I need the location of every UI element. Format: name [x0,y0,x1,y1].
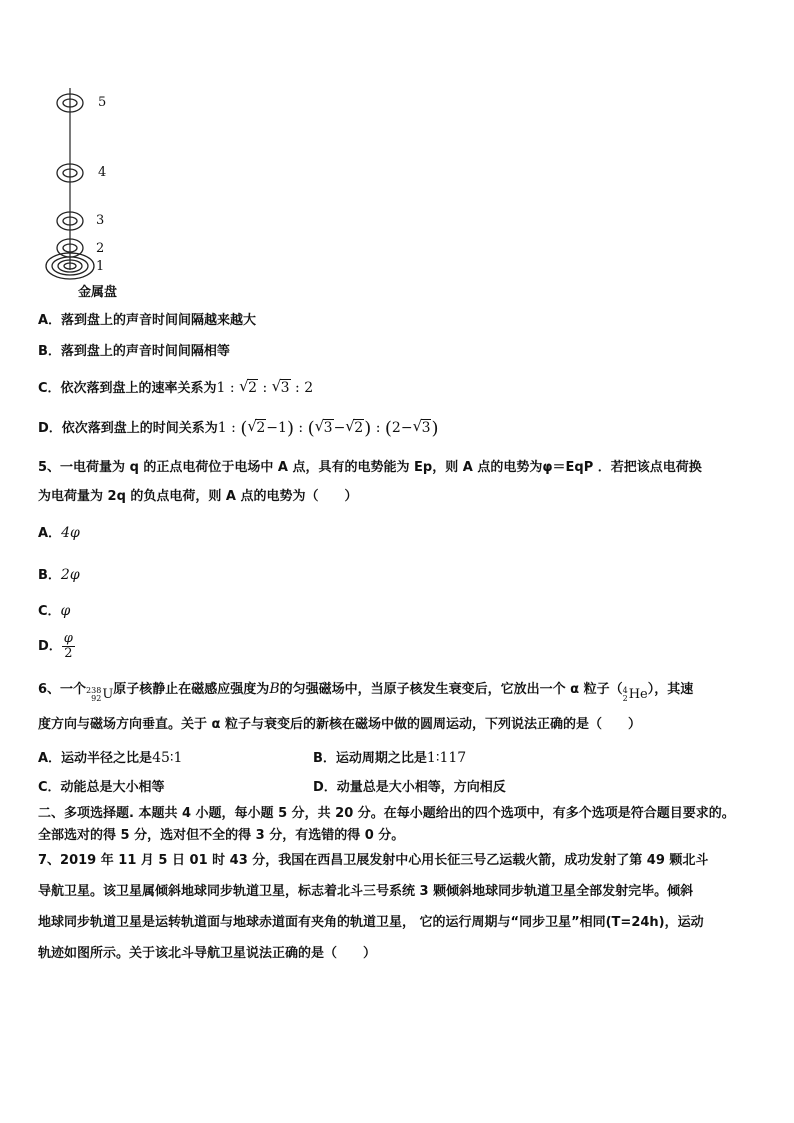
q5-option-d: D． $\frac{\varphi}{2}$ [38,631,73,661]
q7-stem-line4: 轨迹如图所示。关于该北斗导航卫星说法正确的是（ ） [38,946,377,961]
q7-stem-line3: 地球同步轨道卫星是运转轨道面与地球赤道面有夹角的轨道卫星， 它的运行周期与“同步卫星”相同(T=24h)，运动 [38,915,704,930]
q4-option-c-text: C．依次落到盘上的速率关系为 [38,381,217,396]
q4-option-d-text: D．依次落到盘上的时间关系为 [38,421,218,436]
q6-stem-line1: 6、一个 238 92 U 原子核静止在磁感应强度为B的匀强磁场中，当原子核发生衰变后，它放出一个 α 粒子（ 4 2 He ），其速 [38,681,694,703]
section2-heading-line2: 全部选对的得 5 分，选对但不全的得 3 分，有选错的得 0 分。 [38,828,405,843]
ring-label-1: 1 [96,259,105,274]
q7-stem-line1: 7、2019 年 11 月 5 日 01 时 43 分，我国在西昌卫展发射中心用长征三号乙运载火箭，成功发射了第 49 颗北斗 [38,853,709,868]
q5-stem-line1: 5、一电荷量为 q 的正点电荷位于电场中 A 点，具有的电势能为 Ep，则 A 点的电势为φ＝EqP ．若把该点电荷换 [38,460,702,475]
q5-option-b: B．2φ [38,567,80,583]
q6-option-b: B．运动周期之比是1∶117 [313,750,467,766]
q4-option-c [38,380,313,397]
section2-heading-line1: 二、多项选择题. 本题共 4 小题，每小题 5 分，共 20 分。在每小题给出的四个选项中，有多个选项是符合题目要求的。 [38,806,735,821]
q6-stem-line2: 度方向与磁场方向垂直。关于 α 粒子与衰变后的新核在磁场中做的圆周运动，下列说法正确的是（ ） [38,717,641,732]
ring-label-2: 2 [96,241,105,256]
q4-option-c-math: 1 : √ 2 : √ 3 : 2 [217,380,314,396]
uranium-nuclide: 238 92 U [86,686,114,703]
q5-option-a: A．4φ [38,525,80,541]
ring-label-5: 5 [98,95,107,110]
q6-option-c: C．动能总是大小相等 [38,780,165,795]
q5-stem-line2: 为电荷量为 2q 的负点电荷，则 A 点的电势为（ ） [38,489,358,504]
falling-rings-figure [38,88,158,303]
q4-option-a: A．落到盘上的声音时间间隔越来越大 [38,313,257,328]
q4-option-b: B．落到盘上的声音时间间隔相等 [38,344,230,359]
ring-label-4: 4 [98,165,107,180]
q6-option-a: A．运动半径之比是45∶1 [38,750,183,766]
helium-nuclide: 4 2 He [622,686,648,703]
figure-caption: 金属盘 [78,285,118,300]
q4-option-d-math: 1 : (√ 2−1) : (√ 3−√ 2) : (2−√ 3) [218,420,439,436]
q7-stem-line2: 导航卫星。该卫星属倾斜地球同步轨道卫星，标志着北斗三号系统 3 颗倾斜地球同步轨道卫星全部发射完毕。倾斜 [38,884,694,899]
ring-label-3: 3 [96,213,105,228]
q5-option-c: C．φ [38,603,71,619]
q6-option-d: D．动量总是大小相等，方向相反 [313,780,506,795]
fraction: $\frac{\varphi}{2}$ [63,631,73,661]
q4-option-d [38,420,439,437]
